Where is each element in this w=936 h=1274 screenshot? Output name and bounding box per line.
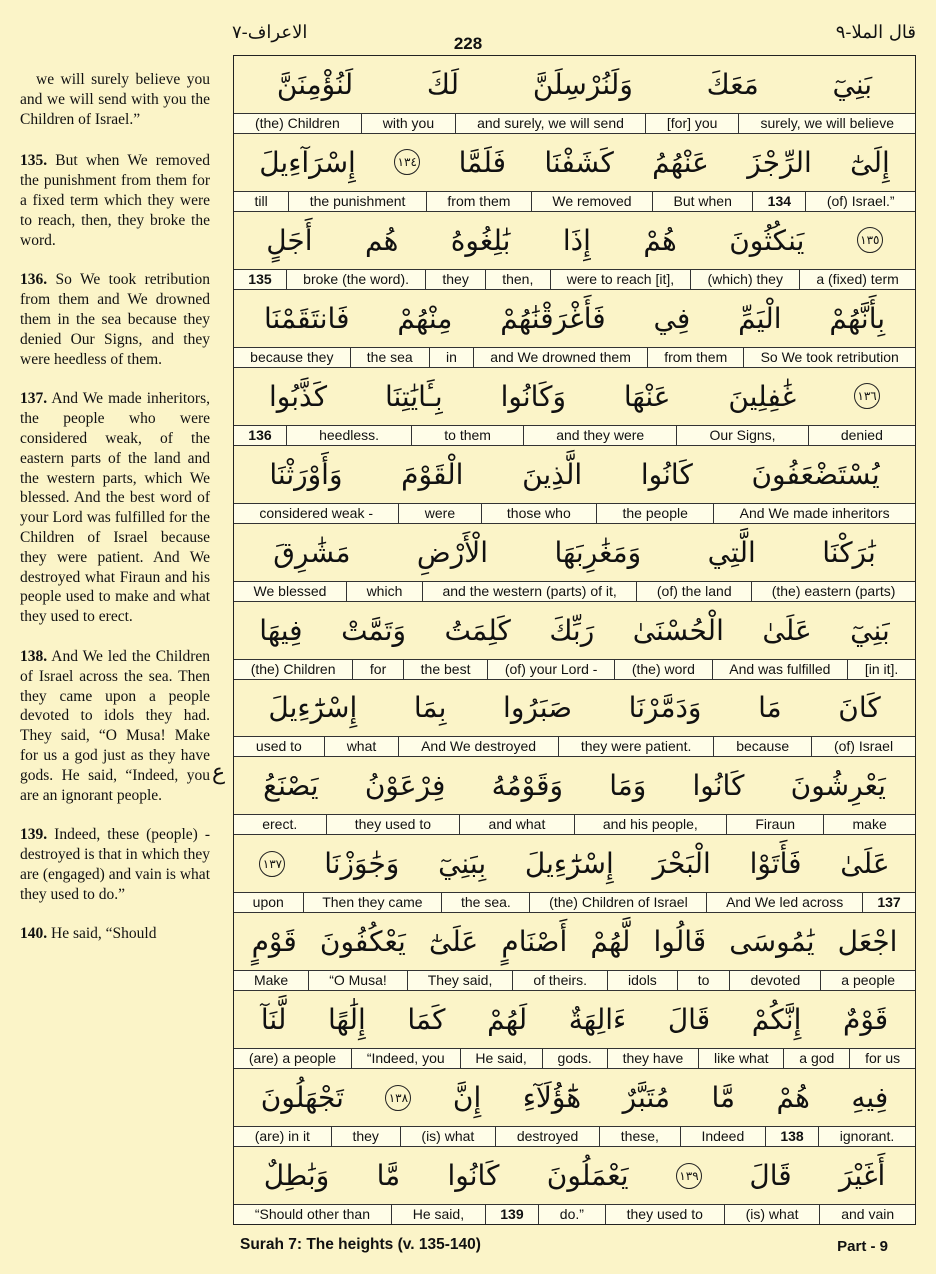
english-word: of theirs. — [512, 971, 607, 990]
english-word: And We made inheritors — [713, 504, 915, 523]
arabic-word: إِلَىٰٓ — [850, 145, 890, 179]
arabic-word: بِأَنَّهُمْ — [829, 301, 886, 335]
english-line — [234, 892, 915, 912]
ayah-marker: ١٣٨ — [385, 1085, 411, 1111]
verse-number: 134 — [752, 192, 805, 211]
translation-column — [20, 70, 210, 944]
ayah-marker: ١٣٦ — [854, 383, 880, 409]
arabic-word: عَلَىٰٓ — [428, 925, 479, 959]
english-word: gods. — [542, 1049, 607, 1068]
arabic-word: كَشَفْنَا — [544, 145, 614, 179]
english-word: these, — [599, 1127, 680, 1146]
translation-paragraph: 138. And We led the Children of Israel across the sea. Then they came upon a people devoted to idols they had. They said, “O Musa! Make for us a god just as they have gods. He said, “Indeed, you are an ignorant people. — [20, 647, 210, 804]
arabic-word: قَالُوا — [653, 925, 707, 959]
arabic-word: أَصْنَامٍ — [501, 925, 568, 959]
english-word: make — [823, 815, 915, 834]
arabic-word: بَٰرَكْنَا — [822, 535, 876, 569]
arabic-word: يَنكُثُونَ — [729, 223, 805, 257]
english-word: they were patient. — [558, 737, 713, 756]
arabic-word: هَٰٓؤُلَآءِ — [522, 1081, 582, 1115]
english-word: They said, — [407, 971, 513, 990]
verse-row — [234, 602, 915, 680]
translation-paragraph: 136. So We took retribution from them and We drowned them in the sea because they denied Our Signs, and they were heedless of them. — [20, 271, 210, 368]
arabic-word: وَتَمَّتْ — [341, 613, 407, 647]
english-word: And We destroyed — [398, 737, 558, 756]
arabic-word: قَوْمٍ — [251, 925, 297, 959]
english-word: then, — [485, 270, 550, 289]
arabic-word: كَانُوا — [447, 1159, 500, 1193]
arabic-line — [234, 913, 915, 970]
arabic-word: اجْعَل — [837, 925, 898, 959]
arabic-word: إِسْرَٰٓءِيلَ — [268, 691, 358, 725]
arabic-line — [234, 757, 915, 814]
english-word: We blessed — [253, 582, 327, 599]
arabic-word: الْحُسْنَىٰ — [632, 613, 724, 647]
english-word: a (fixed) term — [799, 270, 915, 289]
verse-number: 137. — [20, 390, 48, 408]
english-word: He said, — [460, 1049, 542, 1068]
english-word: (is) what — [400, 1127, 495, 1146]
english-word: in — [429, 348, 473, 367]
arabic-word: عَنْهُمُ — [652, 145, 709, 179]
verse-row — [234, 1069, 915, 1147]
arabic-word: وَجَٰوَزْنَا — [324, 847, 400, 881]
translation-paragraph: 135. But when We removed the punishment from them for a fixed term which they were to reach, then, they broke the word. — [20, 152, 210, 249]
arabic-line — [234, 368, 915, 425]
english-word: destroyed — [495, 1127, 599, 1146]
english-word: (the) Children — [254, 114, 340, 131]
arabic-word: فَأَتَوْا — [749, 847, 802, 881]
english-word: and vain — [819, 1205, 915, 1224]
english-line — [234, 113, 915, 133]
english-word: a god — [783, 1049, 849, 1068]
arabic-word: عَلَىٰ — [762, 613, 812, 647]
english-word: used to — [255, 738, 302, 755]
arabic-word: أَجَلٍ — [266, 223, 313, 257]
english-line — [234, 1048, 915, 1068]
english-word: like what — [698, 1049, 783, 1068]
english-word: they — [331, 1127, 400, 1146]
english-word: and We drowned them — [473, 348, 647, 367]
english-word: what — [324, 737, 398, 756]
english-word: till — [254, 192, 268, 209]
english-word: the punishment — [288, 192, 426, 211]
arabic-word: لَكَ — [426, 67, 460, 101]
english-word: (of) your Lord - — [487, 660, 614, 679]
arabic-word: بِمَا — [413, 691, 447, 725]
english-word: (is) what — [724, 1205, 820, 1224]
english-word: because they — [250, 348, 334, 365]
arabic-word: وَأَوْرَثْنَا — [269, 457, 343, 491]
arabic-word: لَهُمْ — [487, 1003, 528, 1037]
english-word: broke (the word). — [286, 270, 425, 289]
english-word: and the western (parts) of it, — [422, 582, 636, 601]
verse-number: 139. — [20, 826, 48, 844]
arabic-line — [234, 134, 915, 191]
ayah-marker: ١٣٩ — [676, 1163, 702, 1189]
english-line — [234, 1204, 915, 1224]
verse-number: 138. — [20, 647, 48, 665]
english-word: which — [346, 582, 422, 601]
english-line — [234, 659, 915, 679]
arabic-word: إِسْرَآءِيلَ — [259, 145, 356, 179]
arabic-word: بَنِيٓ — [850, 613, 890, 647]
english-word: a people — [820, 971, 915, 990]
arabic-line — [234, 602, 915, 659]
translation-paragraph: 139. Indeed, these (people) - destroyed is that in which they are (engaged) and vain is what they used to do.” — [20, 826, 210, 903]
english-word: erect. — [262, 816, 298, 833]
arabic-word: الْيَمِّ — [738, 301, 782, 335]
translation-paragraph: 137. And We made inheritors, the people who were considered weak, of the eastern parts of the land and the western parts, which We blessed. And the best word of your Lord was fulfilled for the Children of Israel because they were patient. And We destroyed what Firaun and his people used to make and what they used to erect. — [20, 390, 210, 626]
verse-row — [234, 212, 915, 290]
arabic-word: كَانُوا — [692, 769, 745, 803]
english-word: for us — [849, 1049, 915, 1068]
surah-header: الاعراف-٧ — [232, 22, 308, 43]
english-word: considered weak - — [259, 504, 374, 521]
english-word: they have — [607, 1049, 698, 1068]
english-word: And We led across — [706, 893, 862, 912]
arabic-word: وَمَا — [609, 769, 647, 803]
arabic-word: إِذَا — [562, 223, 591, 257]
english-word: Make — [253, 972, 289, 989]
english-word: [in it]. — [847, 660, 915, 679]
verse-end-ornament: ع — [212, 760, 226, 785]
english-word: those who — [481, 504, 597, 523]
arabic-word: مِنْهُمْ — [397, 301, 453, 335]
arabic-word: مُتَبَّرٌ — [622, 1081, 670, 1115]
word-by-word-grid — [233, 55, 916, 1225]
verse-number: 135. — [20, 152, 48, 170]
arabic-word: أَغَيْرَ — [838, 1159, 886, 1193]
verse-row — [234, 913, 915, 991]
english-line — [234, 814, 915, 834]
english-line — [234, 191, 915, 211]
english-word: idols — [607, 971, 677, 990]
arabic-word: تَجْهَلُونَ — [260, 1081, 344, 1115]
arabic-line — [234, 212, 915, 269]
arabic-word: يَٰمُوسَى — [729, 925, 815, 959]
english-word: (the) Children of Israel — [529, 893, 706, 912]
english-word: (which) they — [690, 270, 799, 289]
arabic-word: عَنْهَا — [623, 379, 671, 413]
english-word: [for] you — [645, 114, 739, 133]
arabic-word: وَلَنُرْسِلَنَّ — [532, 67, 633, 101]
english-word: they used to — [605, 1205, 724, 1224]
english-word: the sea — [350, 348, 429, 367]
arabic-word: فِي — [653, 301, 691, 335]
english-word: Indeed — [680, 1127, 765, 1146]
english-line — [234, 503, 915, 523]
arabic-line — [234, 524, 915, 581]
english-word: He said, — [391, 1205, 485, 1224]
arabic-word: مَا — [758, 691, 782, 725]
english-word: they used to — [326, 815, 460, 834]
verse-number: 140. — [20, 925, 48, 943]
arabic-word: بَنِيٓ — [832, 67, 873, 101]
arabic-word: يَعْمَلُونَ — [546, 1159, 629, 1193]
arabic-word: الرِّجْزَ — [747, 145, 812, 179]
verse-number: 135 — [248, 270, 272, 287]
arabic-word: لَنُؤْمِنَنَّ — [276, 67, 354, 101]
arabic-word: فِيهِ — [851, 1081, 889, 1115]
arabic-line — [234, 991, 915, 1048]
arabic-line — [234, 1147, 915, 1204]
english-word: (of) the land — [636, 582, 751, 601]
english-word: from them — [426, 192, 531, 211]
english-word: (the) word — [614, 660, 711, 679]
arabic-word: صَبَرُوا — [503, 691, 573, 725]
verse-row — [234, 290, 915, 368]
english-word: (of) Israel.” — [805, 192, 915, 211]
english-word: (are) a people — [248, 1050, 337, 1067]
arabic-word: الْأَرْضِ — [416, 535, 489, 569]
english-word: denied — [808, 426, 915, 445]
arabic-word: إِسْرَٰٓءِيلَ — [524, 847, 614, 881]
page-number: 228 — [453, 34, 483, 53]
footer-surah: Surah 7: The heights (v. 135-140) — [240, 1236, 481, 1253]
verse-row — [234, 991, 915, 1069]
ayah-marker: ١٣٥ — [857, 227, 883, 253]
arabic-word: وَبَٰطِلٌ — [263, 1159, 330, 1193]
arabic-word: لَّهُمْ — [590, 925, 631, 959]
arabic-word: غَٰفِلِينَ — [728, 379, 797, 413]
arabic-word: وَمَغَٰرِبَهَا — [554, 535, 642, 569]
arabic-word: يَعْرِشُونَ — [790, 769, 886, 803]
arabic-word: إِنَّكُمْ — [751, 1003, 802, 1037]
arabic-word: مَّا — [711, 1081, 735, 1115]
arabic-word: هُمْ — [776, 1081, 810, 1115]
english-word: the best — [403, 660, 487, 679]
english-word: to — [677, 971, 730, 990]
english-word: from them — [647, 348, 743, 367]
english-word: So We took retribution — [743, 348, 915, 367]
english-word: ignorant. — [818, 1127, 915, 1146]
arabic-word: بِـَٔايَٰتِنَا — [384, 379, 443, 413]
english-line — [234, 1126, 915, 1146]
english-word: (the) Children — [250, 660, 336, 677]
verse-number: 136. — [20, 271, 48, 289]
english-word: the sea. — [441, 893, 529, 912]
arabic-word: مَّا — [376, 1159, 401, 1193]
arabic-word: يَصْنَعُ — [263, 769, 319, 803]
english-word: Our Signs, — [676, 426, 807, 445]
verse-number: 138 — [765, 1127, 818, 1146]
english-word: do.” — [538, 1205, 605, 1224]
english-word: and they were — [523, 426, 676, 445]
arabic-word: الَّتِي — [707, 535, 756, 569]
arabic-word: بِبَنِيٓ — [438, 847, 487, 881]
arabic-word: يُسْتَضْعَفُونَ — [751, 457, 880, 491]
arabic-word: مَعَكَ — [706, 67, 759, 101]
arabic-word: بَٰلِغُوهُ — [450, 223, 511, 257]
english-word: and what — [459, 815, 573, 834]
verse-row — [234, 134, 915, 212]
verse-number: 137 — [862, 893, 915, 912]
arabic-line — [234, 680, 915, 737]
english-word: upon — [252, 894, 284, 911]
arabic-word: مَشَٰرِقَ — [273, 535, 351, 569]
arabic-word: الْبَحْرَ — [652, 847, 711, 881]
arabic-word: فَأَغْرَقْنَٰهُمْ — [500, 301, 606, 335]
english-word: “Should other than — [254, 1206, 371, 1223]
arabic-word: كَمَا — [407, 1003, 446, 1037]
arabic-word: الْقَوْمَ — [401, 457, 464, 491]
juz-header: قال الملا-٩ — [835, 22, 916, 43]
arabic-line — [234, 835, 915, 892]
verse-row — [234, 835, 915, 913]
verse-row — [234, 757, 915, 835]
arabic-word: فِرْعَوْنُ — [364, 769, 446, 803]
english-word: the people — [596, 504, 713, 523]
verse-row — [234, 446, 915, 524]
english-word: Firaun — [726, 815, 823, 834]
arabic-word: كَذَّبُوا — [269, 379, 328, 413]
arabic-word: كَلِمَتُ — [444, 613, 511, 647]
english-word: with you — [361, 114, 455, 133]
english-word: But when — [652, 192, 752, 211]
english-word: We removed — [531, 192, 652, 211]
english-word: they — [425, 270, 485, 289]
arabic-word: وَكَانُوا — [500, 379, 566, 413]
arabic-word: الَّذِينَ — [522, 457, 583, 491]
arabic-word: هُمْ — [643, 223, 677, 257]
arabic-word: فَانتَقَمْنَا — [263, 301, 350, 335]
english-line — [234, 970, 915, 990]
english-line — [234, 347, 915, 367]
arabic-word: فَلَمَّا — [458, 145, 506, 179]
english-word: for — [352, 660, 403, 679]
verse-row — [234, 680, 915, 758]
arabic-word: إِلَٰهًا — [328, 1003, 366, 1037]
ayah-marker: ١٣٤ — [394, 149, 420, 175]
ayah-marker: ١٣٧ — [259, 851, 285, 877]
arabic-word: ءَالِهَةٌ — [568, 1003, 627, 1037]
arabic-word: هُم — [364, 223, 399, 257]
translation-paragraph: we will surely believe you and we will send with you the Children of Israel.” — [20, 71, 210, 128]
english-word: were — [398, 504, 480, 523]
english-word: “Indeed, you — [351, 1049, 460, 1068]
arabic-word: عَلَىٰ — [840, 847, 890, 881]
english-word: heedless. — [286, 426, 411, 445]
arabic-word: فِيهَا — [259, 613, 303, 647]
arabic-word: قَالَ — [749, 1159, 792, 1193]
english-word: and surely, we will send — [455, 114, 645, 133]
arabic-word: قَالَ — [667, 1003, 711, 1037]
verse-number: 136 — [248, 426, 272, 443]
arabic-word: كَانَ — [838, 691, 881, 725]
english-line — [234, 581, 915, 601]
english-line — [234, 736, 915, 756]
arabic-line — [234, 56, 915, 113]
arabic-word: يَعْكُفُونَ — [319, 925, 406, 959]
english-word: to them — [411, 426, 523, 445]
arabic-word: رَبِّكَ — [549, 613, 595, 647]
english-word: surely, we will believe — [738, 114, 915, 133]
arabic-word: لَّنَآ — [260, 1003, 287, 1037]
verse-number: 139 — [485, 1205, 538, 1224]
arabic-word: قَوْمٌ — [843, 1003, 889, 1037]
verse-row — [234, 368, 915, 446]
english-word: (are) in it — [254, 1128, 310, 1145]
english-word: And was fulfilled — [712, 660, 848, 679]
footer-part: Part - 9 — [837, 1238, 888, 1255]
arabic-word: إِنَّ — [452, 1081, 482, 1115]
arabic-line — [234, 446, 915, 503]
english-word: devoted — [729, 971, 820, 990]
verse-row — [234, 1147, 915, 1224]
english-word: “O Musa! — [308, 971, 407, 990]
english-word: because — [713, 737, 811, 756]
arabic-word: وَدَمَّرْنَا — [628, 691, 702, 725]
english-word: Then they came — [303, 893, 442, 912]
arabic-line — [234, 290, 915, 347]
english-word: (the) eastern (parts) — [751, 582, 915, 601]
translation-paragraph: 140. He said, “Should — [20, 925, 157, 943]
arabic-word: كَانُوا — [640, 457, 693, 491]
english-word: were to reach [it], — [550, 270, 691, 289]
english-line — [234, 269, 915, 289]
english-word: and his people, — [574, 815, 726, 834]
arabic-line — [234, 1069, 915, 1126]
english-line — [234, 425, 915, 445]
english-word: (of) Israel — [811, 737, 915, 756]
verse-row — [234, 524, 915, 602]
verse-row — [234, 56, 915, 134]
arabic-word: وَقَوْمُهُ — [491, 769, 564, 803]
